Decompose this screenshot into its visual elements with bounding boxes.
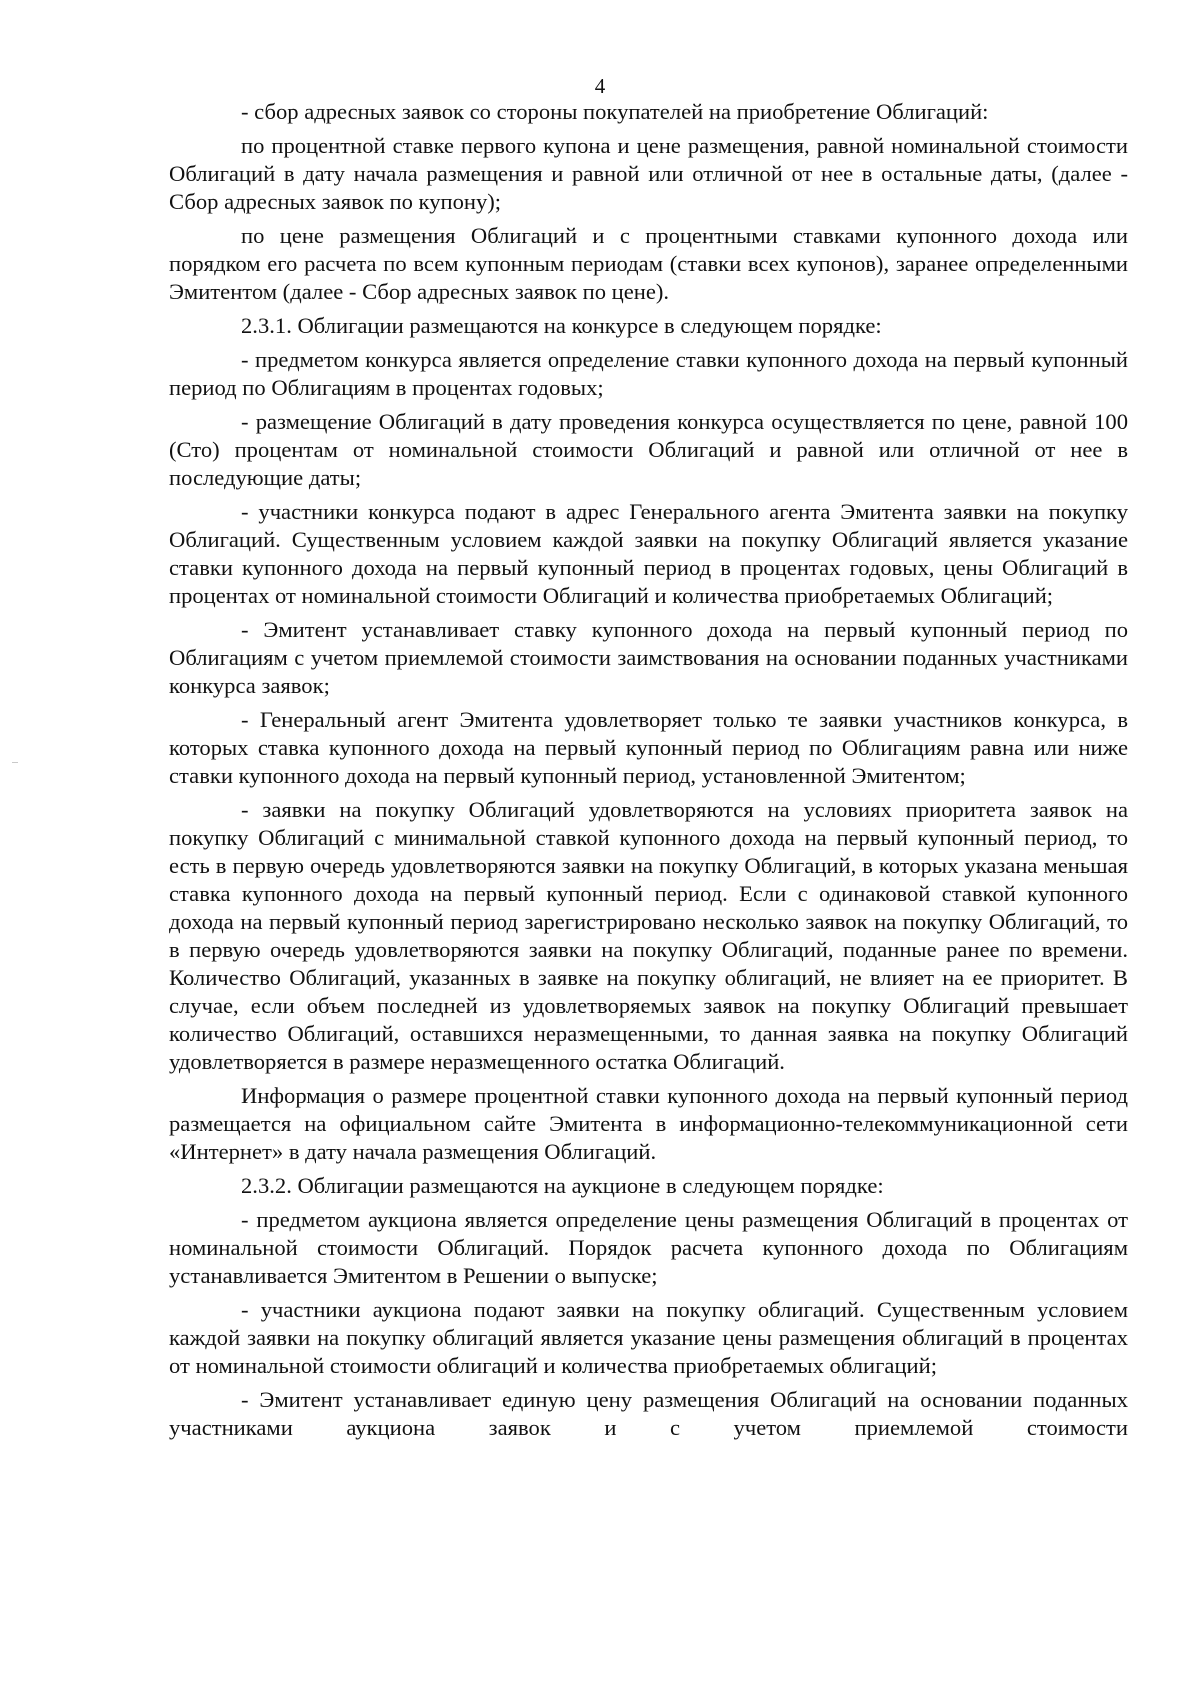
paragraph-auction-issuer-price: - Эмитент устанавливает единую цену размещения Облигаций на основании поданных участниками аукциона заявок и с учетом приемлемой стоимости — [169, 1387, 1128, 1440]
paragraph-section-2-3-2: 2.3.2. Облигации размещаются на аукционе в следующем порядке: — [241, 1173, 884, 1198]
paragraph-competition-subject: - предметом конкурса является определение ставки купонного дохода на первый купонный период по Облигациям в процентах годовых; — [169, 347, 1128, 400]
paragraph-competition-placement-price: - размещение Облигаций в дату проведения конкурса осуществляется по цене, равной 100 (Сто) процентам от номинальной стоимости Облигаций и равной или отличной от нее в последующие даты; — [169, 409, 1128, 490]
paragraph-competition-participants: - участники конкурса подают в адрес Генерального агента Эмитента заявки на покупку Облигаций. Существенным условием каждой заявки на покупку Облигаций является указание ставки купонного дохода на первый купонный период в процентах годовых, цены Облигаций в процентах от номинальной стоимости Облигаций и количества приобретаемых Облигаций; — [169, 499, 1128, 608]
document-body — [169, 98, 1128, 1448]
paragraph-bidding-intro: - сбор адресных заявок со стороны покупателей на приобретение Облигаций: — [241, 99, 989, 124]
paragraph-auction-subject: - предметом аукциона является определение цены размещения Облигаций в процентах от номинальной стоимости Облигаций. Порядок расчета купонного дохода по Облигациям устанавливается Эмитентом в Решении о выпуске; — [169, 1207, 1128, 1288]
paragraph-auction-participants: - участники аукциона подают заявки на покупку облигаций. Существенным условием каждой заявки на покупку облигаций является указание цены размещения облигаций в процентах от номинальной стоимости облигаций и количества приобретаемых облигаций; — [169, 1297, 1128, 1378]
paragraph-bid-priority: - заявки на покупку Облигаций удовлетворяются на условиях приоритета заявок на покупку Облигаций с минимальной ставкой купонного дохода на первый купонный период, то есть в первую очередь удовлетворяются заявки на покупку Облигаций, в которых указана меньшая ставка купонного дохода на первый купонный период. Если с одинаковой ставкой купонного дохода на первый купонный период зарегистрировано несколько заявок на покупку Облигаций, то в первую очередь удовлетворяются заявки на покупку Облигаций, поданные ранее по времени. Количество Облигаций, указанных в заявке на покупку облигаций, не влияет на ее приоритет. В случае, если объем последней из удовлетворяемых заявок на покупку Облигаций превышает количество Облигаций, оставшихся неразмещенными, то данная заявка на покупку Облигаций удовлетворяется в размере неразмещенного остатка Облигаций. — [169, 797, 1128, 1074]
paragraph-issuer-sets-rate: - Эмитент устанавливает ставку купонного дохода на первый купонный период по Облигациям с учетом приемлемой стоимости заимствования на основании поданных участниками конкурса заявок; — [169, 617, 1128, 698]
page-number: 4 — [594, 74, 606, 98]
paragraph-agent-satisfies-bids: - Генеральный агент Эмитента удовлетворяет только те заявки участников конкурса, в которых ставка купонного дохода на первый купонный период по Облигациям равна или ниже ставки купонного дохода на первый купонный период, установленной Эмитентом; — [169, 707, 1128, 788]
paragraph-bidding-by-coupon: по процентной ставке первого купона и цене размещения, равной номинальной стоимости Облигаций в дату начала размещения и равной или отличной от нее в остальные даты, (далее - Сбор адресных заявок по купону); — [169, 133, 1128, 214]
paragraph-bidding-by-price: по цене размещения Облигаций и с процентными ставками купонного дохода или порядком его расчета по всем купонным периодам (ставки всех купонов), заранее определенными Эмитентом (далее - Сбор адресных заявок по цене). — [169, 223, 1128, 304]
paragraph-section-2-3-1: 2.3.1. Облигации размещаются на конкурсе в следующем порядке: — [241, 313, 882, 338]
paragraph-rate-disclosure: Информация о размере процентной ставки купонного дохода на первый купонный период размещается на официальном сайте Эмитента в информационно-телекоммуникационной сети «Интернет» в дату начала размещения Облигаций. — [169, 1083, 1128, 1164]
scan-margin-mark — [12, 762, 18, 763]
